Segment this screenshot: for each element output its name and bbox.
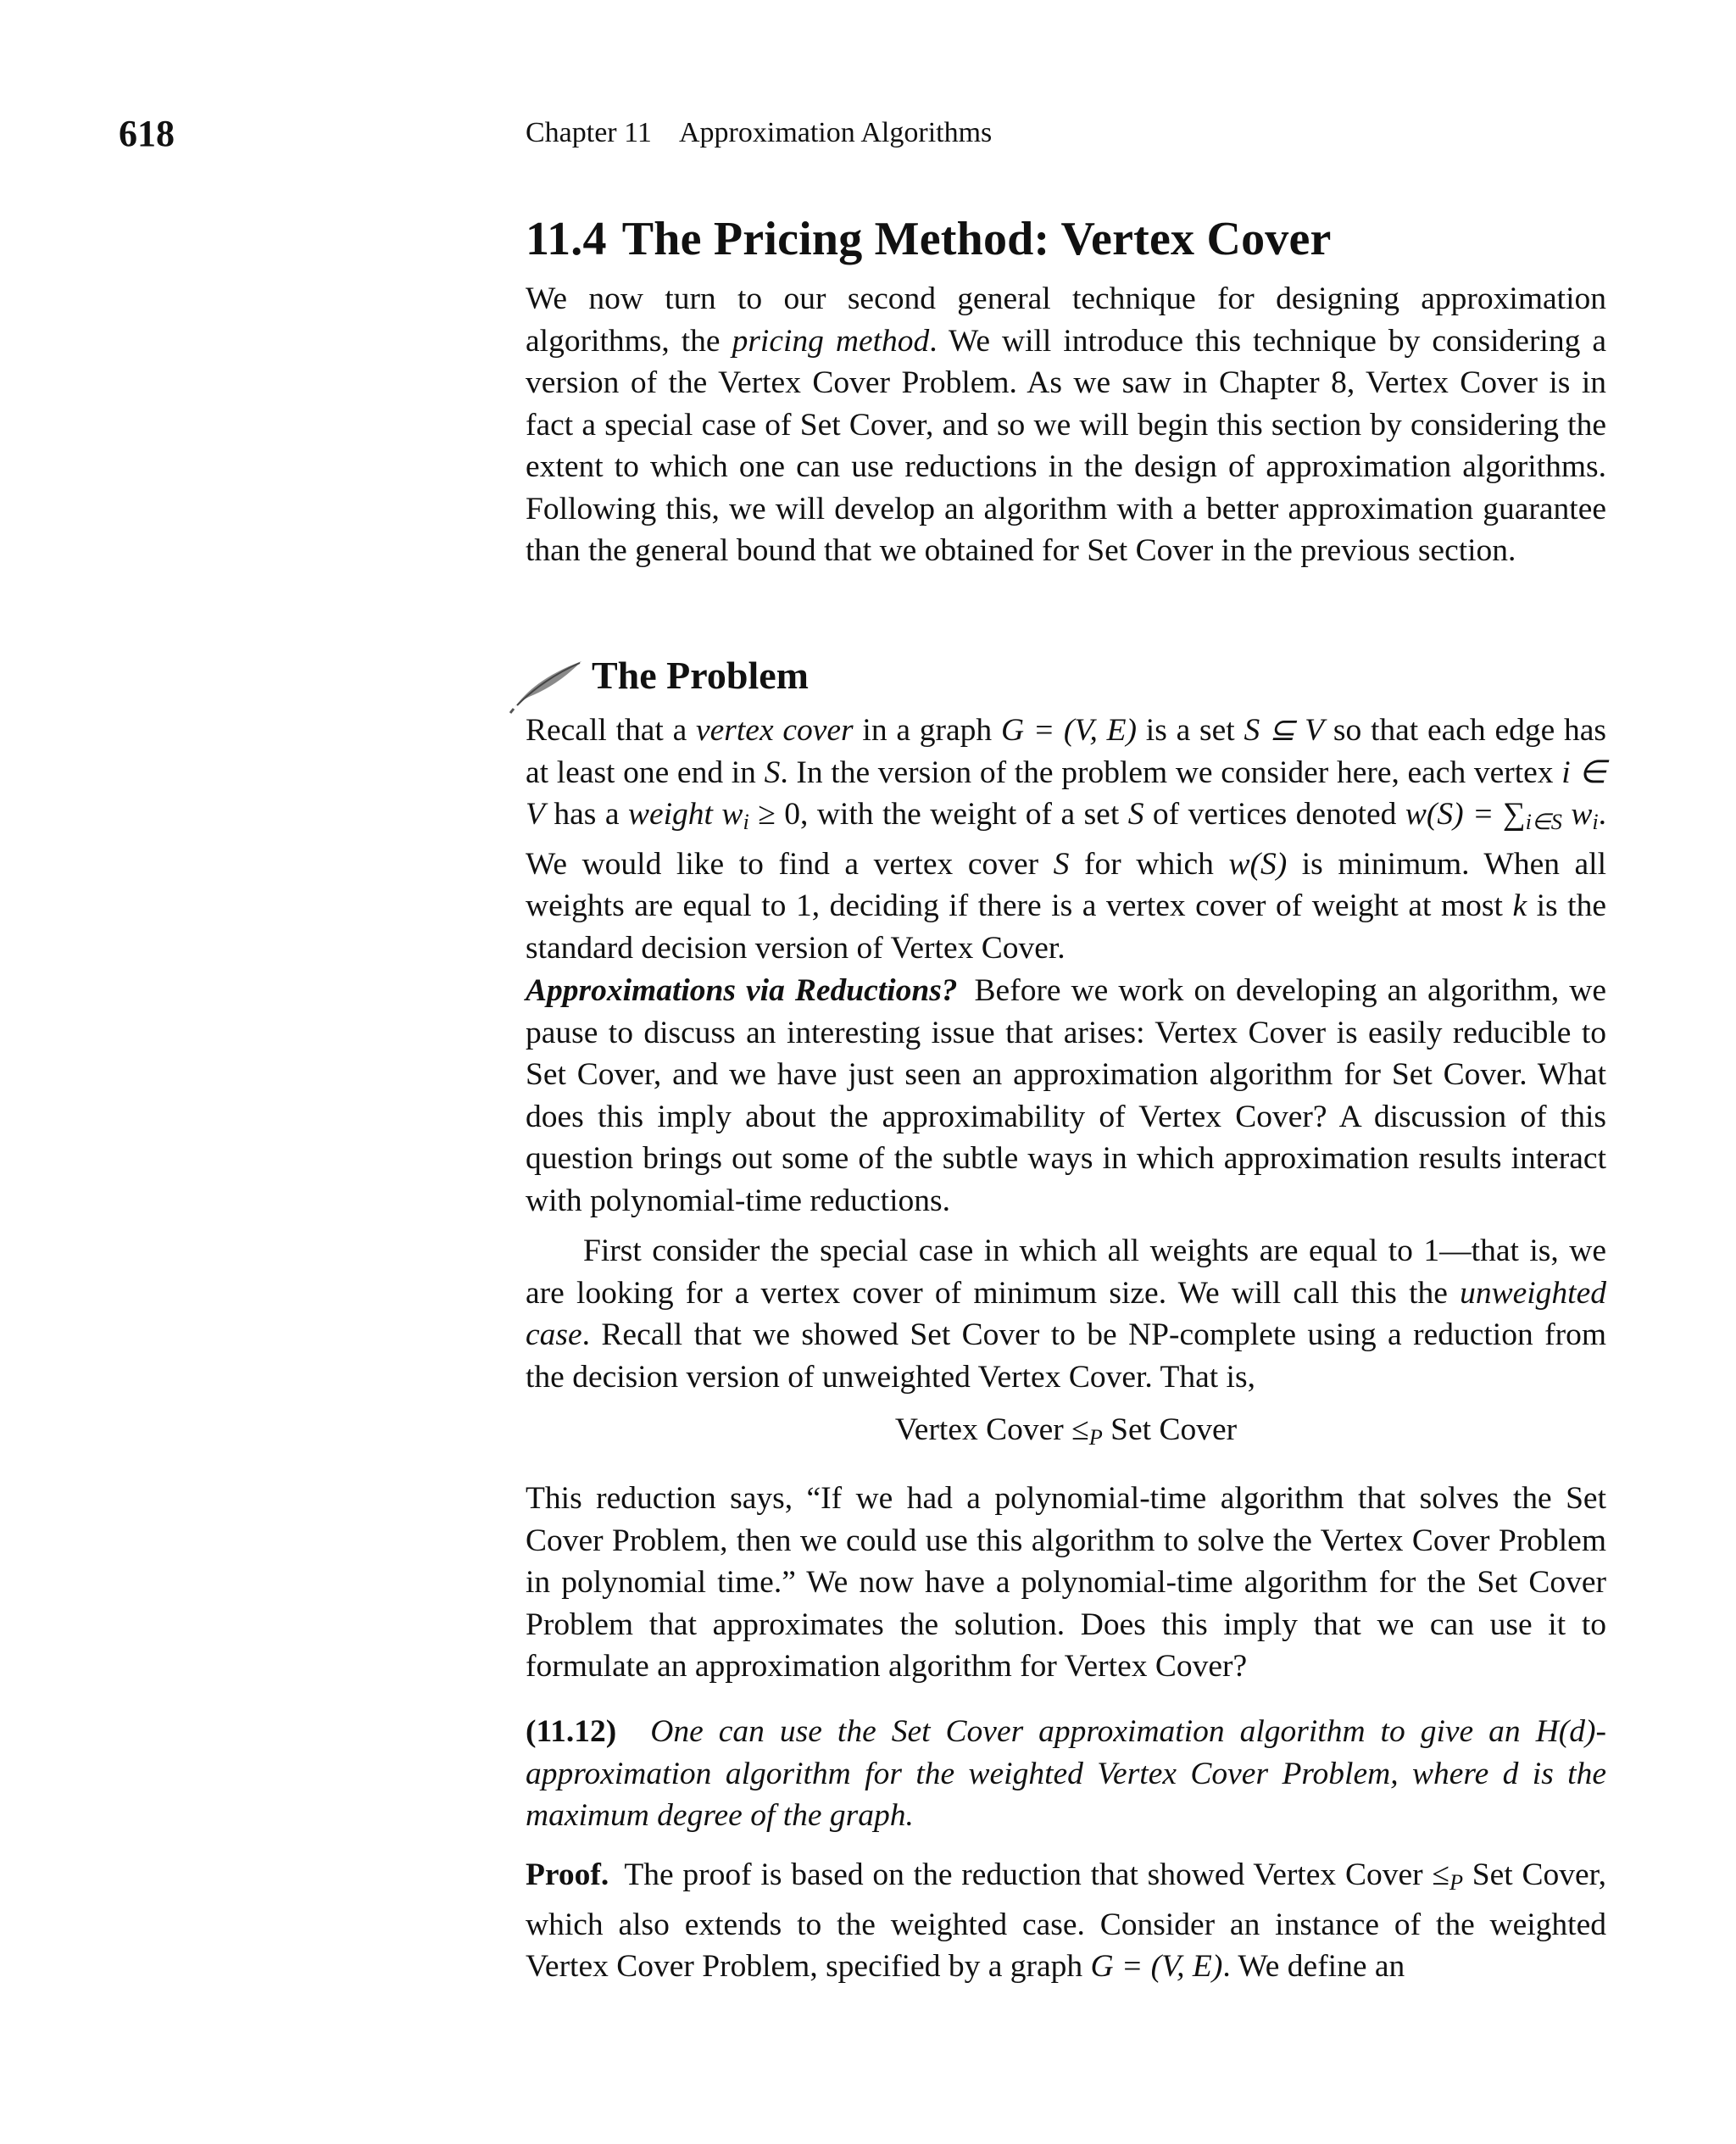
claim-block	[526, 1711, 1606, 1837]
intro-text: We now turn to our second general technique for designing approximation algorithms, the	[526, 281, 1606, 359]
feather-icon	[509, 653, 587, 714]
vertex-cover-term: vertex cover	[696, 713, 854, 748]
section-number: 11.4	[526, 213, 607, 265]
pricing-method-term: pricing method	[732, 323, 930, 359]
problem-paragraph: Recall that a vertex cover in a graph G = (V, E) is a set S ⊆ V so that each edge has at least one end in S. In the version of the problem we consider here, each vertex i ∈ V has a weight $w_i \ge 0$, with the weight of a set S of vertices denoted $w(S) = \sum_{i\in S}$ $w_i$. We would like to find a vertex cover S for which w(S) is minimum. When all weights are equal to 1, deciding if there is a vertex cover of weight at most k is the standard decision version of Vertex Cover.	[526, 713, 1607, 966]
unweighted-case-term: unweighted case	[526, 1275, 1606, 1352]
section-title: The Pricing Method: Vertex Cover	[621, 213, 1332, 265]
running-head: Chapter 11 Approximation Algorithms	[526, 117, 993, 148]
reduction-discussion-block	[526, 1478, 1606, 1688]
unweighted-paragraph: First consider the special case in which all weights are equal to 1—that is, we are looking for a vertex cover of minimum size. We will call this the unweighted case. Recall that we showed Set Cover to be NP-complete using a reduction from the decision version of unweighted Vertex Cover. That is,	[526, 1233, 1606, 1395]
page-number: 618	[119, 113, 175, 154]
display-equation: Vertex Cover $\le_P$ Set Cover	[894, 1412, 1238, 1450]
intro-text: . We will introduce this technique by considering a version of the Vertex Cover Problem. As we saw in Chapter 8, Vertex Cover is in fact a special case of Set Cover, and so we will begin this section by considering the extent to which one can use reductions in the design of approximation algorithms. Following this, we will develop an algorithm with a better approximation guarantee than the general bound that we obtained for Set Cover in the previous section.	[526, 323, 1606, 568]
proof-paragraph: Proof. The proof is based on the reduction that showed Vertex Cover $\le_P$ Set Cover, which also extends to the weighted case. Consider an instance of the weighted Vertex Cover Problem, specified by a graph G = (V, E). We define an	[526, 1857, 1607, 1984]
claim-paragraph: (11.12) One can use the Set Cover approximation algorithm to give an H(d)-approximation algorithm for the weighted Vertex Cover Problem, where d is the maximum degree of the graph.	[526, 1714, 1606, 1833]
claim-number: (11.12)	[526, 1714, 617, 1749]
runin-heading: Approximations via Reductions?	[526, 973, 958, 1008]
section-heading	[526, 212, 1332, 266]
proof-block	[526, 1854, 1606, 1988]
reduction-discussion-paragraph: This reduction says, “If we had a polynomial-time algorithm that solves the Set Cover Problem, then we could use this algorithm to solve the Vertex Cover Problem in polynomial time.” We now have a polynomial-time algorithm for the Set Cover Problem that approximates the solution. Does this imply that we can use it to formulate an approximation algorithm for Vertex Cover?	[526, 1481, 1606, 1684]
proof-label: Proof.	[526, 1857, 609, 1892]
reductions-paragraph: Approximations via Reductions? Before we work on developing an algorithm, we pause to discuss an interesting issue that arises: Vertex Cover is easily reducible to Set Cover, and we have just seen an approximation algorithm for Set Cover. What does this imply about the approximability of Vertex Cover? A discussion of this question brings out some of the subtle ways in which approximation results interact with polynomial-time reductions.	[526, 973, 1606, 1218]
problem-block	[526, 710, 1606, 969]
intro-block	[526, 278, 1606, 572]
subsection-title: The Problem	[592, 654, 809, 697]
weight-term: weight	[627, 797, 713, 832]
intro-paragraph	[526, 278, 1606, 572]
reductions-block	[526, 970, 1606, 1398]
